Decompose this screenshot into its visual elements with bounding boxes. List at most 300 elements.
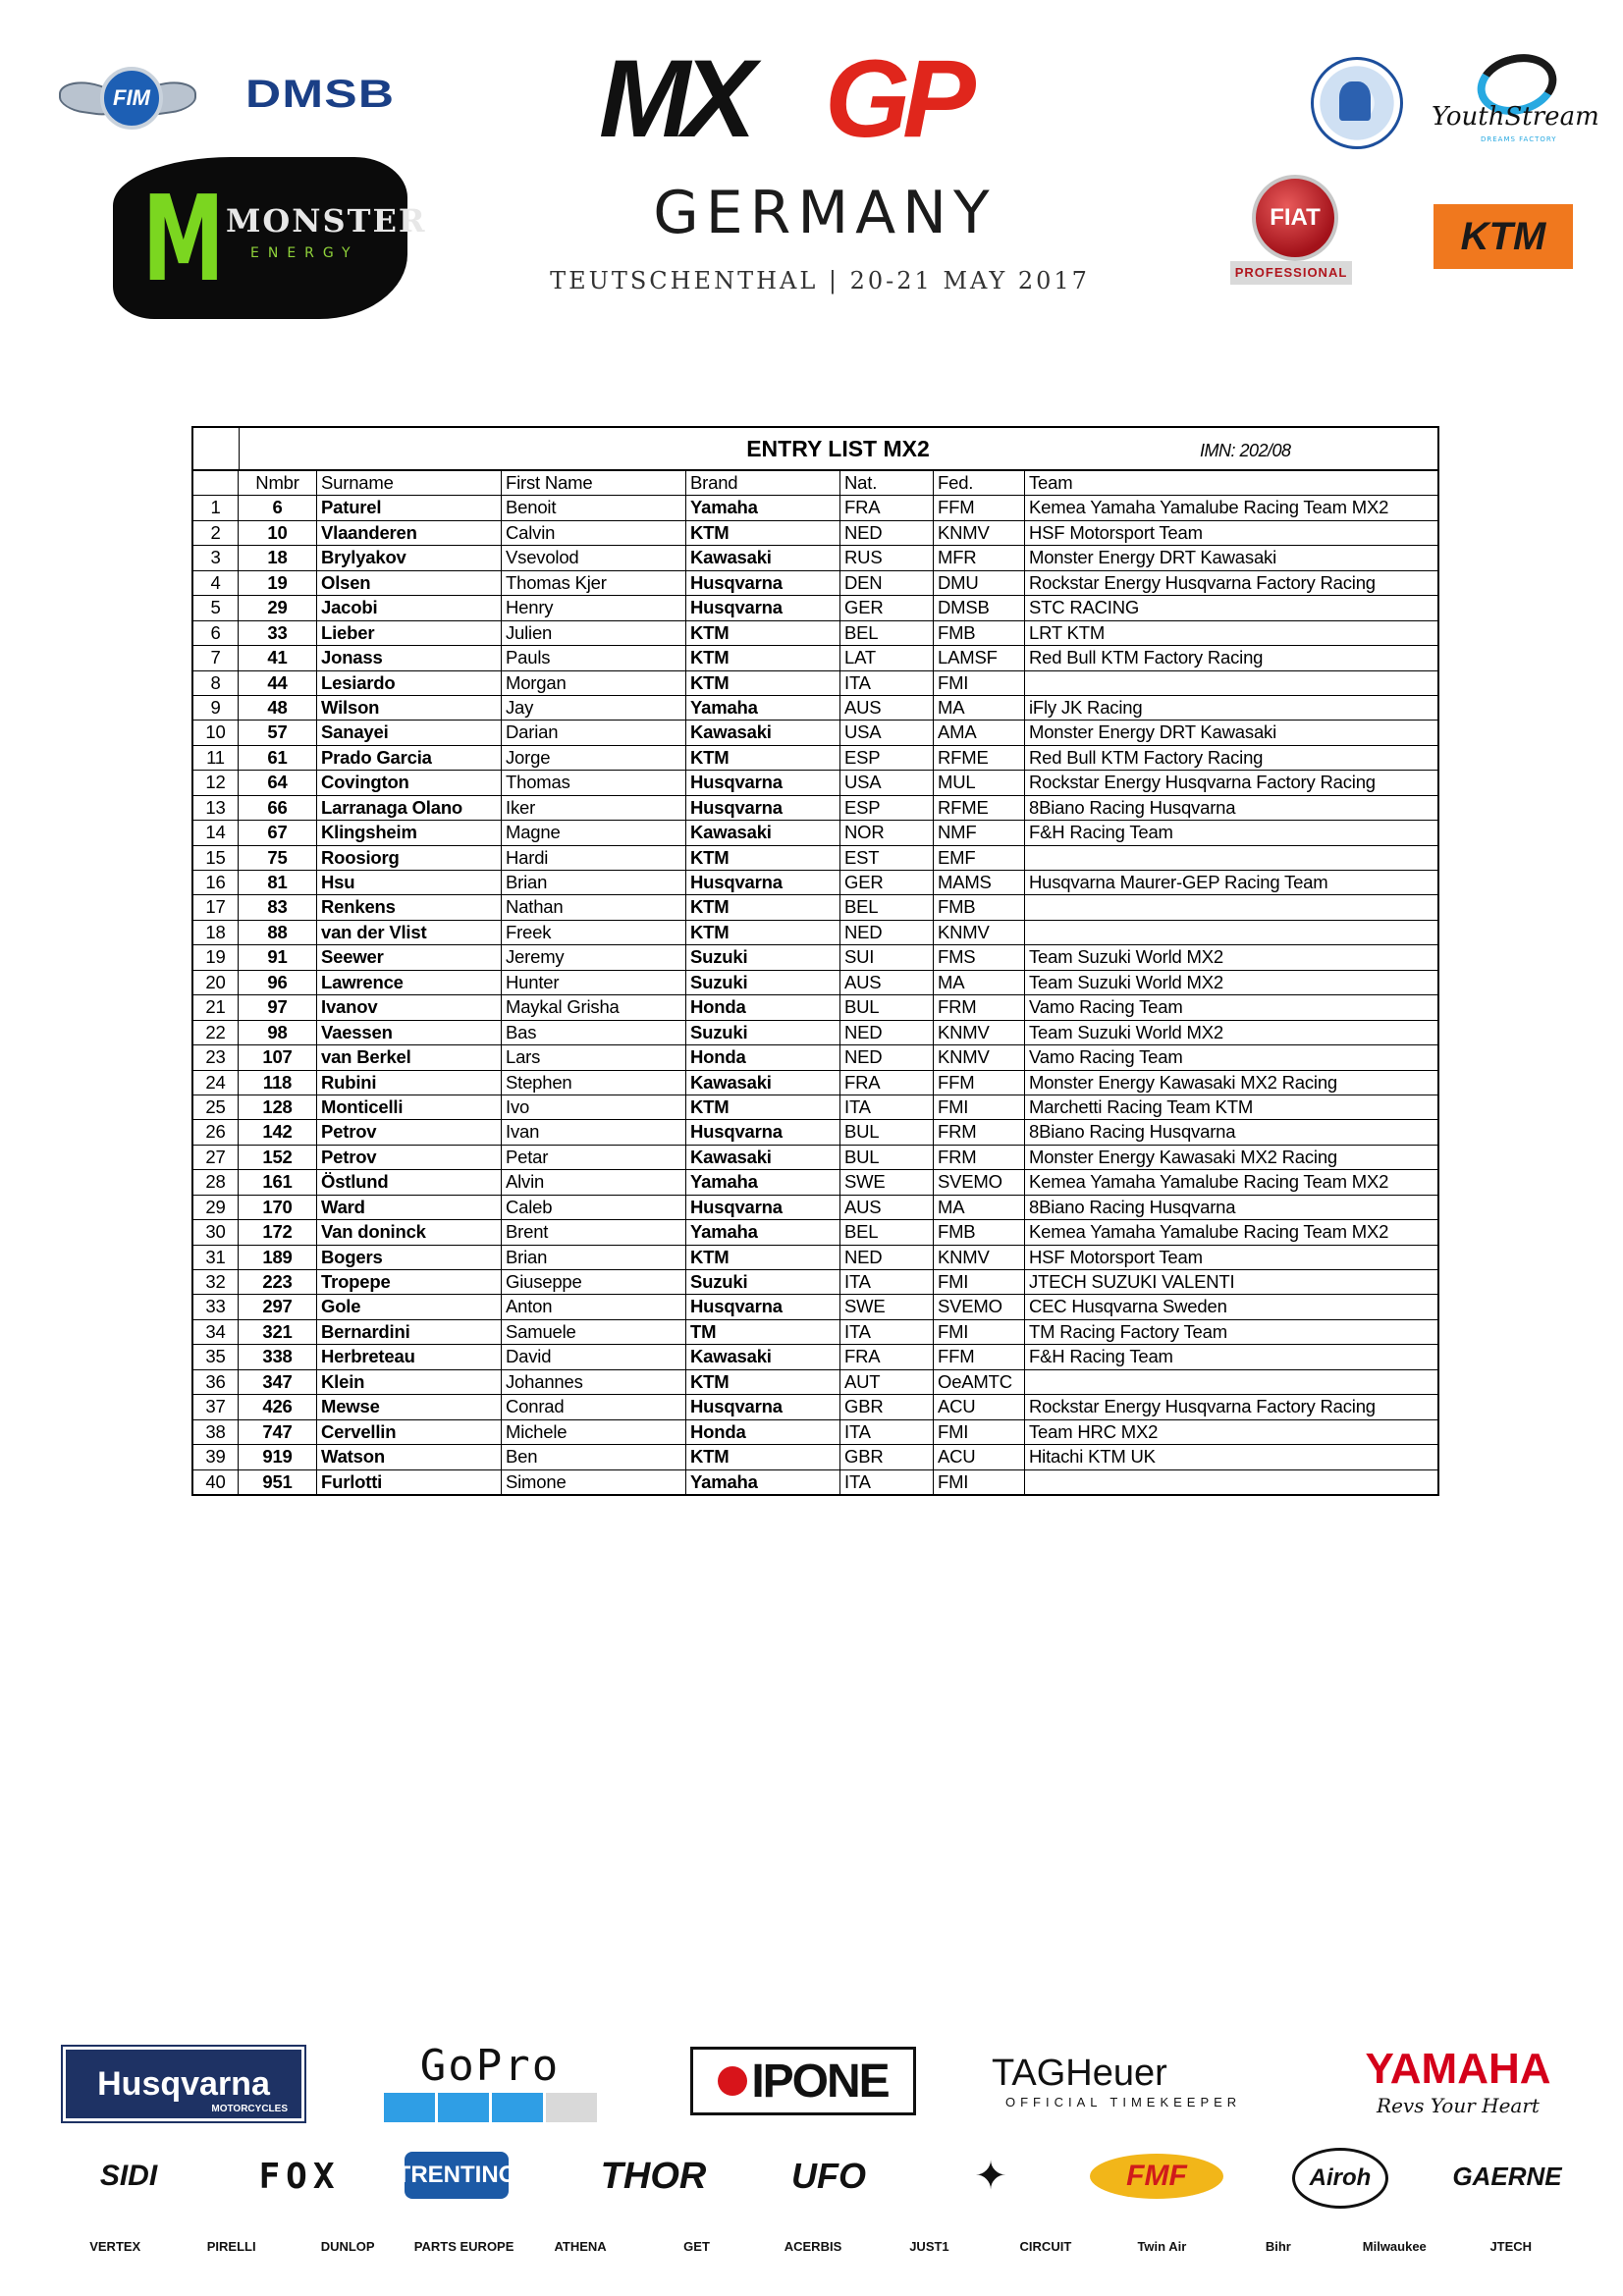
- row-index: 26: [193, 1120, 239, 1144]
- rider-federation: FFM: [934, 496, 1025, 519]
- rider-brand: Husqvarna: [686, 596, 840, 619]
- rider-number: 66: [239, 796, 317, 820]
- dmsb-logo: DMSB: [245, 73, 396, 116]
- fiat-professional-label: PROFESSIONAL: [1230, 261, 1352, 285]
- rider-team: 8Biano Racing Husqvarna: [1029, 796, 1236, 818]
- table-row: [193, 746, 1437, 771]
- rider-nationality: NED: [840, 921, 934, 944]
- rider-number: 41: [239, 646, 317, 669]
- rider-nationality: BUL: [840, 995, 934, 1019]
- rider-first-name: Iker: [502, 796, 686, 820]
- rider-team: [1025, 1470, 1437, 1494]
- rider-first-name: Giuseppe: [502, 1270, 686, 1294]
- rider-brand: Husqvarna: [686, 796, 840, 820]
- table-row: [193, 895, 1437, 920]
- rider-surname: Jacobi: [317, 596, 502, 619]
- rider-brand: Yamaha: [686, 1220, 840, 1244]
- rider-number: 33: [239, 621, 317, 645]
- rider-brand: Suzuki: [686, 1021, 840, 1044]
- tagheuer-tagline: OFFICIAL TIMEKEEPER: [1005, 2095, 1242, 2109]
- rider-nationality: SUI: [840, 945, 934, 969]
- rider-surname: Wilson: [317, 696, 502, 720]
- table-row: [193, 1320, 1437, 1345]
- rider-brand: Suzuki: [686, 945, 840, 969]
- rider-first-name: Darian: [502, 721, 686, 744]
- rider-team: [1025, 671, 1437, 695]
- rider-team: Monster Energy Kawasaki MX2 Racing: [1029, 1071, 1338, 1093]
- rider-surname: Ivanov: [317, 995, 502, 1019]
- row-index: 38: [193, 1420, 239, 1444]
- rider-brand: KTM: [686, 1445, 840, 1468]
- rider-federation: DMU: [934, 571, 1025, 595]
- rider-surname: Gole: [317, 1295, 502, 1318]
- rider-number: 128: [239, 1095, 317, 1119]
- alpinestars-star-icon: ✦: [974, 2154, 1007, 2199]
- husqvarna-logo: [63, 2047, 304, 2121]
- table-row: [193, 1345, 1437, 1369]
- rider-surname: Lawrence: [317, 971, 502, 994]
- table-row: [193, 1246, 1437, 1270]
- rider-brand: KTM: [686, 646, 840, 669]
- table-row: [193, 521, 1437, 546]
- small-sponsor-logo: JTECH: [1489, 2238, 1533, 2254]
- fim-logo: [59, 59, 196, 135]
- rider-brand: Yamaha: [686, 496, 840, 519]
- rider-federation: KNMV: [934, 1246, 1025, 1269]
- entry-list-table: [191, 426, 1439, 1496]
- rider-nationality: ITA: [840, 671, 934, 695]
- youthstream-tagline: DREAMS FACTORY: [1481, 135, 1557, 143]
- rider-surname: Lesiardo: [317, 671, 502, 695]
- rider-nationality: ITA: [840, 1270, 934, 1294]
- row-index: 9: [193, 696, 239, 720]
- rider-number: 48: [239, 696, 317, 720]
- row-index: 28: [193, 1170, 239, 1194]
- rider-team: 8Biano Racing Husqvarna: [1029, 1196, 1236, 1217]
- rider-nationality: LAT: [840, 646, 934, 669]
- rider-federation: ACU: [934, 1445, 1025, 1468]
- rider-number: 118: [239, 1071, 317, 1095]
- table-row: [193, 921, 1437, 945]
- table-row: [193, 1220, 1437, 1245]
- header-federation: Fed.: [934, 471, 1025, 495]
- rider-surname: Roosiorg: [317, 846, 502, 870]
- rider-nationality: NED: [840, 1021, 934, 1044]
- rider-brand: Husqvarna: [686, 771, 840, 794]
- rider-number: 161: [239, 1170, 317, 1194]
- small-sponsor-logo: VERTEX: [89, 2238, 141, 2254]
- row-index: 1: [193, 496, 239, 519]
- rider-first-name: Petar: [502, 1146, 686, 1169]
- rider-surname: van Berkel: [317, 1045, 502, 1069]
- rider-federation: FRM: [934, 995, 1025, 1019]
- rider-surname: Olsen: [317, 571, 502, 595]
- rider-team: iFly JK Racing: [1029, 696, 1143, 718]
- rider-federation: FMI: [934, 1270, 1025, 1294]
- rider-brand: KTM: [686, 621, 840, 645]
- rider-number: 91: [239, 945, 317, 969]
- rider-brand: Husqvarna: [686, 1395, 840, 1418]
- rider-first-name: Maykal Grisha: [502, 995, 686, 1019]
- rider-number: 10: [239, 521, 317, 545]
- row-index: 29: [193, 1196, 239, 1219]
- rider-surname: Seewer: [317, 945, 502, 969]
- rider-federation: FMB: [934, 895, 1025, 919]
- rider-nationality: NED: [840, 1045, 934, 1069]
- rider-first-name: Henry: [502, 596, 686, 619]
- row-index: 8: [193, 671, 239, 695]
- rider-brand: Kawasaki: [686, 821, 840, 844]
- rider-surname: Watson: [317, 1445, 502, 1468]
- small-sponsor-logo: PIRELLI: [206, 2238, 256, 2254]
- table-row: [193, 571, 1437, 596]
- row-index: 4: [193, 571, 239, 595]
- rider-surname: Hsu: [317, 871, 502, 894]
- rider-brand: KTM: [686, 895, 840, 919]
- rider-brand: Suzuki: [686, 1270, 840, 1294]
- small-sponsor-logo: GET: [683, 2238, 710, 2254]
- rider-surname: Rubini: [317, 1071, 502, 1095]
- rider-nationality: NOR: [840, 821, 934, 844]
- rider-brand: KTM: [686, 1246, 840, 1269]
- row-index: 10: [193, 721, 239, 744]
- small-sponsor-logo: JUST1: [909, 2238, 949, 2254]
- sidi-logo: SIDI: [99, 2160, 158, 2192]
- rider-team: Hitachi KTM UK: [1029, 1446, 1156, 1468]
- rider-surname: Herbreteau: [317, 1345, 502, 1368]
- rider-federation: FMI: [934, 671, 1025, 695]
- rider-federation: KNMV: [934, 1021, 1025, 1044]
- rider-first-name: Caleb: [502, 1196, 686, 1219]
- table-row: [193, 1420, 1437, 1445]
- ktm-logo: KTM: [1434, 204, 1573, 269]
- rider-team: Rockstar Energy Husqvarna Factory Racing: [1029, 571, 1376, 593]
- rider-nationality: BEL: [840, 1220, 934, 1244]
- rider-team: Kemea Yamaha Yamalube Racing Team MX2: [1029, 1171, 1389, 1193]
- rider-nationality: BUL: [840, 1120, 934, 1144]
- youthstream-wordmark: YouthStream: [1432, 102, 1599, 132]
- rider-first-name: Julien: [502, 621, 686, 645]
- rider-number: 19: [239, 571, 317, 595]
- rider-nationality: GER: [840, 871, 934, 894]
- rider-first-name: Bas: [502, 1021, 686, 1044]
- rider-first-name: Pauls: [502, 646, 686, 669]
- rider-team: Team Suzuki World MX2: [1029, 1021, 1223, 1042]
- rider-federation: ACU: [934, 1395, 1025, 1418]
- rider-federation: MA: [934, 1196, 1025, 1219]
- row-index: 15: [193, 846, 239, 870]
- row-index: 21: [193, 995, 239, 1019]
- rider-number: 29: [239, 596, 317, 619]
- rider-number: 64: [239, 771, 317, 794]
- rider-federation: KNMV: [934, 1045, 1025, 1069]
- rider-team: Vamo Racing Team: [1029, 996, 1183, 1018]
- fox-logo: FOX: [258, 2156, 341, 2197]
- table-row: [193, 1120, 1437, 1145]
- rider-number: 347: [239, 1370, 317, 1394]
- rider-team: Red Bull KTM Factory Racing: [1029, 647, 1264, 668]
- rider-surname: Lieber: [317, 621, 502, 645]
- fiat-badge: FIAT: [1252, 175, 1338, 261]
- tagheuer-logo: [992, 2047, 1259, 2115]
- rider-surname: Vaessen: [317, 1021, 502, 1044]
- teutschenthal-club-logo: [1311, 57, 1403, 149]
- rider-number: 6: [239, 496, 317, 519]
- rider-brand: KTM: [686, 846, 840, 870]
- row-index: 25: [193, 1095, 239, 1119]
- table-row: [193, 696, 1437, 721]
- rider-team: Kemea Yamaha Yamalube Racing Team MX2: [1029, 497, 1389, 518]
- row-index: 16: [193, 871, 239, 894]
- rider-first-name: David: [502, 1345, 686, 1368]
- rider-brand: Kawasaki: [686, 721, 840, 744]
- rider-federation: SVEMO: [934, 1295, 1025, 1318]
- rider-number: 426: [239, 1395, 317, 1418]
- rider-federation: MA: [934, 971, 1025, 994]
- rider-team: Team Suzuki World MX2: [1029, 946, 1223, 968]
- row-index: 35: [193, 1345, 239, 1368]
- rider-team: Kemea Yamaha Yamalube Racing Team MX2: [1029, 1221, 1389, 1243]
- rider-nationality: RUS: [840, 546, 934, 569]
- rider-nationality: ITA: [840, 1420, 934, 1444]
- rider-federation: MAMS: [934, 871, 1025, 894]
- rider-surname: Covington: [317, 771, 502, 794]
- rider-federation: FMI: [934, 1320, 1025, 1344]
- row-index: 3: [193, 546, 239, 569]
- rider-number: 189: [239, 1246, 317, 1269]
- ipone-logo: [690, 2047, 916, 2115]
- rider-brand: Kawasaki: [686, 1345, 840, 1368]
- rider-federation: OeAMTC: [934, 1370, 1025, 1394]
- mxgp-logo-gp: GP: [825, 37, 968, 160]
- rider-number: 170: [239, 1196, 317, 1219]
- rider-federation: DMSB: [934, 596, 1025, 619]
- rider-first-name: Thomas Kjer: [502, 571, 686, 595]
- gopro-logo: [381, 2037, 599, 2125]
- rider-surname: Cervellin: [317, 1420, 502, 1444]
- rider-surname: Vlaanderen: [317, 521, 502, 545]
- rider-federation: EMF: [934, 846, 1025, 870]
- row-index: 31: [193, 1246, 239, 1269]
- rider-nationality: GBR: [840, 1395, 934, 1418]
- table-row: [193, 721, 1437, 745]
- rider-brand: KTM: [686, 746, 840, 770]
- rider-nationality: FRA: [840, 1071, 934, 1095]
- small-sponsor-logo: DUNLOP: [320, 2238, 375, 2254]
- rider-brand: Yamaha: [686, 1170, 840, 1194]
- rider-team: Red Bull KTM Factory Racing: [1029, 746, 1264, 768]
- row-index: 2: [193, 521, 239, 545]
- rider-first-name: Nathan: [502, 895, 686, 919]
- table-row: [193, 1021, 1437, 1045]
- rider-number: 321: [239, 1320, 317, 1344]
- header-surname: Surname: [317, 471, 502, 495]
- rider-nationality: GBR: [840, 1445, 934, 1468]
- table-row: [193, 1270, 1437, 1295]
- rider-team: F&H Racing Team: [1029, 1346, 1173, 1367]
- rider-number: 951: [239, 1470, 317, 1494]
- table-header-row: [193, 471, 1437, 496]
- rider-number: 338: [239, 1345, 317, 1368]
- rider-team: Monster Energy DRT Kawasaki: [1029, 721, 1276, 743]
- row-index: 11: [193, 746, 239, 770]
- table-row: [193, 1071, 1437, 1095]
- row-index: 12: [193, 771, 239, 794]
- row-index: 23: [193, 1045, 239, 1069]
- rider-first-name: Alvin: [502, 1170, 686, 1194]
- rider-first-name: Morgan: [502, 671, 686, 695]
- rider-first-name: Johannes: [502, 1370, 686, 1394]
- rider-nationality: BEL: [840, 621, 934, 645]
- event-title: GERMANY: [653, 179, 997, 247]
- rider-first-name: Magne: [502, 821, 686, 844]
- rider-first-name: Calvin: [502, 521, 686, 545]
- rider-federation: FMI: [934, 1420, 1025, 1444]
- ipone-dot-icon: [718, 2066, 747, 2096]
- row-index: 18: [193, 921, 239, 944]
- rider-first-name: Jay: [502, 696, 686, 720]
- rider-surname: Bernardini: [317, 1320, 502, 1344]
- rider-nationality: USA: [840, 771, 934, 794]
- rider-brand: Husqvarna: [686, 1196, 840, 1219]
- rider-nationality: AUS: [840, 971, 934, 994]
- ipone-wordmark: IPONE: [751, 2055, 889, 2108]
- table-body: [193, 496, 1437, 1494]
- rider-number: 142: [239, 1120, 317, 1144]
- fmf-logo: FMF: [1090, 2154, 1223, 2199]
- rider-number: 96: [239, 971, 317, 994]
- table-corner-cell: [193, 428, 240, 469]
- rider-federation: FMB: [934, 621, 1025, 645]
- table-row: [193, 1170, 1437, 1195]
- fiat-professional-logo: [1230, 175, 1352, 293]
- yamaha-wordmark: YAMAHA: [1365, 2045, 1551, 2093]
- rider-first-name: Brian: [502, 871, 686, 894]
- mxgp-logo: [599, 37, 1051, 160]
- header-brand: Brand: [686, 471, 840, 495]
- rider-team: Team HRC MX2: [1029, 1420, 1159, 1442]
- rider-brand: Husqvarna: [686, 571, 840, 595]
- rider-number: 152: [239, 1146, 317, 1169]
- husqvarna-sub: MOTORCYCLES: [211, 2104, 288, 2114]
- rider-surname: Klein: [317, 1370, 502, 1394]
- rider-surname: Larranaga Olano: [317, 796, 502, 820]
- rider-federation: FMB: [934, 1220, 1025, 1244]
- rider-first-name: Conrad: [502, 1395, 686, 1418]
- rider-first-name: Brian: [502, 1246, 686, 1269]
- small-sponsor-logo: PARTS EUROPE: [413, 2238, 514, 2254]
- rider-nationality: BEL: [840, 895, 934, 919]
- rider-brand: KTM: [686, 521, 840, 545]
- table-row: [193, 621, 1437, 646]
- trentino-logo: TRENTINO: [405, 2152, 509, 2199]
- rider-team: 8Biano Racing Husqvarna: [1029, 1121, 1236, 1143]
- table-row: [193, 945, 1437, 970]
- row-index: 13: [193, 796, 239, 820]
- rider-surname: Sanayei: [317, 721, 502, 744]
- row-index: 5: [193, 596, 239, 619]
- header-index: [193, 471, 239, 495]
- rider-team: LRT KTM: [1029, 621, 1106, 643]
- row-index: 17: [193, 895, 239, 919]
- table-row: [193, 1370, 1437, 1395]
- rider-team: Rockstar Energy Husqvarna Factory Racing: [1029, 772, 1376, 793]
- rider-team: Husqvarna Maurer-GEP Racing Team: [1029, 872, 1328, 892]
- rider-number: 67: [239, 821, 317, 844]
- rider-brand: Yamaha: [686, 696, 840, 720]
- rider-surname: Tropepe: [317, 1270, 502, 1294]
- rider-brand: KTM: [686, 921, 840, 944]
- rider-team: [1025, 1370, 1437, 1394]
- rider-brand: Husqvarna: [686, 1120, 840, 1144]
- rider-nationality: ITA: [840, 1095, 934, 1119]
- rider-federation: FRM: [934, 1146, 1025, 1169]
- rider-federation: FFM: [934, 1345, 1025, 1368]
- rider-federation: MFR: [934, 546, 1025, 569]
- rider-number: 223: [239, 1270, 317, 1294]
- thor-logo: THOR: [600, 2155, 707, 2197]
- table-row: [193, 771, 1437, 795]
- rider-federation: FRM: [934, 1120, 1025, 1144]
- table-row: [193, 995, 1437, 1020]
- table-row: [193, 1470, 1437, 1494]
- rider-brand: Honda: [686, 1420, 840, 1444]
- rider-brand: Kawasaki: [686, 1071, 840, 1095]
- yamaha-logo: [1343, 2037, 1573, 2125]
- rider-nationality: DEN: [840, 571, 934, 595]
- rider-team: JTECH SUZUKI VALENTI: [1029, 1271, 1235, 1292]
- row-index: 30: [193, 1220, 239, 1244]
- rider-number: 83: [239, 895, 317, 919]
- rider-number: 172: [239, 1220, 317, 1244]
- row-index: 20: [193, 971, 239, 994]
- rider-number: 97: [239, 995, 317, 1019]
- rider-number: 61: [239, 746, 317, 770]
- table-row: [193, 1196, 1437, 1220]
- mxgp-logo-mx: MX: [599, 37, 748, 160]
- rider-nationality: AUT: [840, 1370, 934, 1394]
- rider-number: 919: [239, 1445, 317, 1468]
- table-row: [193, 1095, 1437, 1120]
- rider-surname: Mewse: [317, 1395, 502, 1418]
- rider-team: [1025, 846, 1437, 870]
- rider-number: 18: [239, 546, 317, 569]
- rider-surname: Jonass: [317, 646, 502, 669]
- rider-team: F&H Racing Team: [1029, 822, 1173, 843]
- rider-surname: Renkens: [317, 895, 502, 919]
- rider-brand: Kawasaki: [686, 546, 840, 569]
- small-sponsor-logo: ACERBIS: [784, 2238, 842, 2254]
- rider-surname: Brylyakov: [317, 546, 502, 569]
- rider-first-name: Jeremy: [502, 945, 686, 969]
- teutschenthal-emblem-icon: [1339, 81, 1371, 121]
- rider-federation: KNMV: [934, 521, 1025, 545]
- youthstream-logo: [1432, 55, 1599, 143]
- rider-nationality: USA: [840, 721, 934, 744]
- rider-first-name: Simone: [502, 1470, 686, 1494]
- rider-brand: KTM: [686, 671, 840, 695]
- rider-number: 107: [239, 1045, 317, 1069]
- rider-federation: MUL: [934, 771, 1025, 794]
- rider-brand: Husqvarna: [686, 1295, 840, 1318]
- rider-nationality: GER: [840, 596, 934, 619]
- rider-federation: KNMV: [934, 921, 1025, 944]
- rider-brand: Honda: [686, 1045, 840, 1069]
- row-index: 27: [193, 1146, 239, 1169]
- rider-team: CEC Husqvarna Sweden: [1029, 1296, 1227, 1317]
- rider-nationality: SWE: [840, 1295, 934, 1318]
- rider-nationality: FRA: [840, 496, 934, 519]
